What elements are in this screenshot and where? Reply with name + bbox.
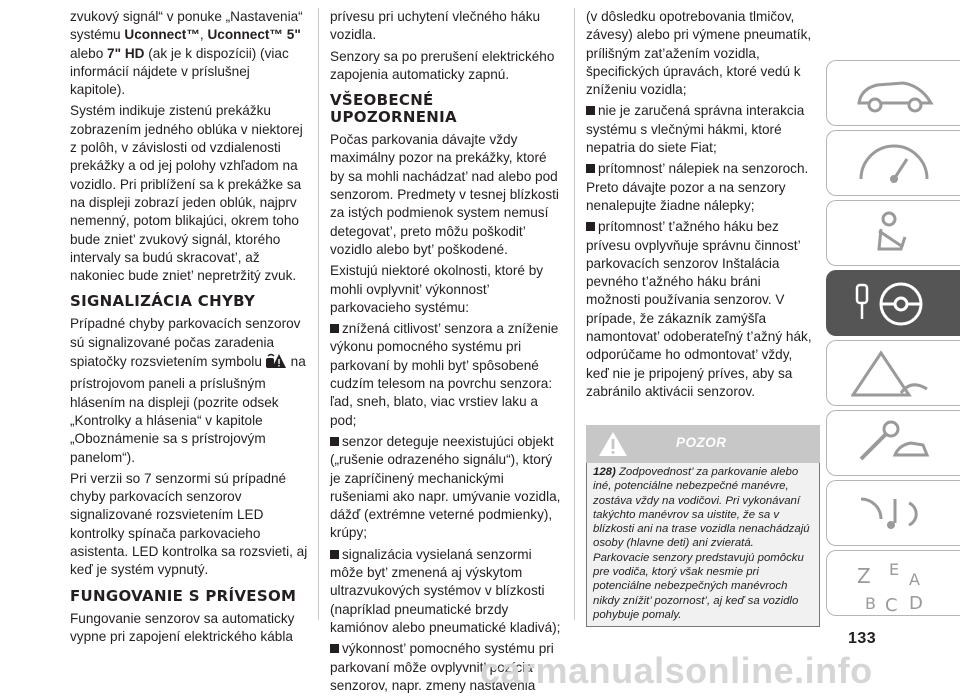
column-divider <box>318 8 319 620</box>
bullet-square-icon <box>330 644 339 653</box>
bullet-item: prítomnost’ nálepiek na senzoroch. Preto dávajte pozor a na senzory nenalepujte žiadne nálepky; <box>586 161 809 213</box>
page-number: 133 <box>848 630 877 647</box>
parking-sensor-fault-icon <box>265 352 287 375</box>
warning-road-icon <box>851 349 937 399</box>
bullet-item: znížená citlivost’ senzora a zníženie výkonu pomocného systému pri parkovaní by mohli byt’ spôsobené cudzím telesom na povrchu senzora: ľad, sneh, blato, viac vrstiev laku a pod; <box>330 321 559 428</box>
column-2 <box>330 8 562 698</box>
steering-wheel-icon <box>851 279 937 329</box>
bullet-item: prítomnost’ t’ažného háku bez prívesu ovplyvňuje správnu činnost’ parkovacích senzorov Inštalácia pevného t’ažného háku bráni možnosti používania senzorov. V prípade, že zákazník zamýšľa namontovat’ odoberateľný t’ažný hák, odporúčame ho odmontovat’ vždy, keď nie je pripojený príves, aby sa zabránilo aktivácii senzorov. <box>586 219 812 399</box>
dashboard-icon <box>851 139 937 189</box>
warning-title: POZOR <box>676 435 727 450</box>
paragraph: prívesu pri uchytení vlečného háku vozidla. <box>330 9 541 43</box>
svg-text:A: A <box>909 570 920 589</box>
svg-text:C: C <box>885 595 898 616</box>
tab-dashboard[interactable] <box>826 130 960 196</box>
tab-index[interactable] <box>826 550 960 616</box>
bullet-square-icon <box>330 437 339 446</box>
tab-driving[interactable] <box>826 270 960 336</box>
media-icon <box>851 489 937 539</box>
column-divider <box>574 8 575 620</box>
bullet-item: signalizácia vysielaná senzormi môže byt’ zmenená aj výskytom ultrazvukových systémov v blízkosti (napríklad pneumatické brzdy kamiónov alebo pneumatické kladivá); <box>330 546 561 635</box>
tab-emergency[interactable] <box>826 340 960 406</box>
paragraph: Existujú niektoré okolnosti, ktoré by mohli ovplyvnit’ výkonnost’ parkovacieho systému: <box>330 263 544 315</box>
warning-triangle-icon <box>598 431 628 457</box>
tab-maintenance[interactable] <box>826 410 960 476</box>
svg-text:D: D <box>909 593 923 614</box>
bullet-square-icon <box>330 324 339 333</box>
section-heading-trailer: FUNGOVANIE S PRÍVESOM <box>70 586 297 605</box>
tab-car[interactable] <box>826 60 960 126</box>
wrench-car-icon <box>851 419 937 469</box>
seat-safety-icon <box>851 209 937 259</box>
bullet-item: senzor deteguje neexistujúci objekt („rušenie odrazeného signálu“), ktorý je zapríčinený mechanickými rušeniami ako napr. umývanie vozidla, dážď (extrémne veterné podmienky), krúpy; <box>330 433 561 541</box>
watermark: carmanualsonline.info <box>480 650 873 691</box>
paragraph: (v dôsledku opotrebovania tlmičov, závesy) alebo pri výmene pneumatík, prílišným zat’ažením vozidla, špecifických úpravách, ktoré vedú k zníženiu vozidla; <box>586 9 812 98</box>
warning-box <box>586 425 820 627</box>
bullet-square-icon <box>330 550 339 559</box>
bullet-item: nie je zaručená správna interakcia systému s vlečnými hákmi, ktoré nepatria do siete Fiat; <box>586 103 805 156</box>
paragraph: Prípadné chyby parkovacích senzorov sú signalizované počas zaradenia spiatočky rozsvietením symbolu na prístrojovom paneli a príslušným hlásením na displeji (pozrite odsek „Kontrolky a hlásenia“ v kapitole „Oboznámenie sa s prístrojovým panelom“). <box>70 316 306 465</box>
paragraph: Senzory sa po prerušení elektrického zapojenia automaticky zapnú. <box>330 48 555 82</box>
svg-text:Z: Z <box>857 564 871 588</box>
car-icon <box>851 69 937 119</box>
warning-text: 128) Zodpovednost’ za parkovanie alebo iné, potenciálne nebezpečné manévre, zostáva vždy na vodičovi. Pri vykonávaní takýchto manévrov sa uistite, že sa v blízkosti ani na trase vozidla nenachádzajú osoby (hlavne deti) ani zvieratá. Parkovacie senzory predstavujú pomôcku pre vodiča, ktorý však nesmie pri potenciálne nebezpečných manévroch nikdy znížit’ pozornost’, aj keď sa vozidlo pohybuje pomaly. <box>586 463 820 627</box>
paragraph: Systém indikuje zistenú prekážku zobrazením jedného oblúka v niektorej z polôh, v závislosti od vzdialenosti prekážky a od jej polohy vzhľadom na vozidlo. Pri priblížení sa k prekážke sa na displeji zobrazí jeden oblúk, najprv nemenný, potom blikajúci, okrem toho bude zniet’ zvukový signál, ktorého intervaly sa budú skracovat’, až nakoniec bude zniet’ nepretržitý zvuk. <box>70 103 303 284</box>
svg-text:B: B <box>865 594 876 613</box>
svg-text:E: E <box>889 560 900 579</box>
bullet-square-icon <box>586 164 595 173</box>
column-3 <box>586 8 818 404</box>
paragraph: Pri verzii so 7 senzormi sú prípadné chyby parkovacích senzorov signalizované rozsvietením LED kontrolky spínača parkovacieho asistenta. LED kontrolka sa rozsvieti, aj keď je systém vypnutý. <box>70 470 308 578</box>
bullet-square-icon <box>586 106 595 115</box>
section-heading-signal: SIGNALIZÁCIA CHYBY <box>70 292 256 311</box>
tab-safety[interactable] <box>826 200 960 266</box>
column-1 <box>70 8 308 649</box>
tab-multimedia[interactable] <box>826 480 960 546</box>
section-heading-general: VŠEOBECNÉ UPOZORNENIA <box>330 91 457 127</box>
bullet-item: výkonnost’ pomocného systému pri parkovaní môže ovplyvnit’ pozícia senzorov, napr. zmeny nastavenia <box>330 641 554 693</box>
paragraph: Počas parkovania dávajte vždy maximálny pozor na prekážky, ktoré by sa mohli nachádzat’ nad alebo pod senzorom. Predmety v tesnej blízkosti za istých podmienok system nemusí detegovat’, preto môžu poškodit’ vozidlo alebo byt’ poškodené. <box>330 132 559 257</box>
warning-header <box>586 425 820 463</box>
index-letters-icon <box>851 559 937 619</box>
bullet-square-icon <box>586 222 595 231</box>
chapter-tabs <box>826 60 960 623</box>
paragraph: Fungovanie senzorov sa automaticky vypne pri zapojení elektrického kábla <box>70 610 295 644</box>
paragraph: zvukový signál“ v ponuke „Nastavenia“ systému Uconnect™, Uconnect™ 5" alebo 7" HD (ak je k dispozícii) (viac informácií nájdete v príslušnej kapitole). <box>70 9 303 98</box>
